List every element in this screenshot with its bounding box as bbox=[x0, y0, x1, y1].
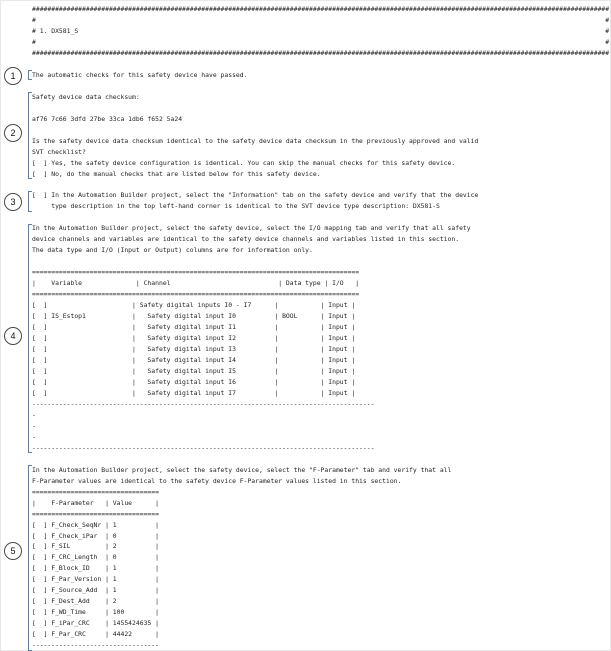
text-line: # # bbox=[32, 37, 610, 46]
text-line: ###################################################################################################################################################### bbox=[32, 5, 610, 13]
text-line: [ ] No, do the manual checks that are listed below for this safety device. bbox=[32, 169, 321, 178]
text-line: ================================= bbox=[32, 509, 159, 518]
text-line: device channels and variables are identical to the safety device channels and variables listed in this section. bbox=[32, 235, 460, 244]
section-3-lines bbox=[32, 190, 609, 212]
text-line: [ ] F_Check_SeqNr | 1 | bbox=[32, 520, 159, 529]
section-4-lines bbox=[32, 223, 609, 453]
section-3-bracket bbox=[28, 191, 32, 212]
text-line: ===================================================================================== bbox=[32, 290, 360, 299]
annotation-circle-4: 4 bbox=[4, 327, 22, 345]
text-line: - bbox=[32, 410, 36, 419]
text-line: F-Parameter values are identical to the safety device F-Parameter values listed in this section. bbox=[32, 476, 402, 485]
document-text bbox=[32, 4, 609, 651]
text-line: [ ] | Safety digital input I5 | | Input | bbox=[32, 366, 356, 375]
text-line: # # bbox=[32, 15, 610, 24]
text-line: In the Automation Builder project, select the safety device, select the "F-Parameter" tab and verify that all bbox=[32, 465, 452, 474]
section-5-lines bbox=[32, 465, 609, 651]
section-1-lines bbox=[32, 70, 609, 81]
annotation-circle-5: 5 bbox=[4, 542, 22, 560]
section-4-bracket bbox=[28, 224, 32, 453]
text-line: - bbox=[32, 432, 36, 441]
text-line: [ ] F_iPar_CRC | 1455424635 | bbox=[32, 619, 159, 628]
header-banner bbox=[32, 4, 609, 59]
text-line: [ ] F_Check_iPar | 0 | bbox=[32, 531, 159, 540]
text-line: [ ] F_Par_Version | 1 | bbox=[32, 575, 159, 584]
text-line: ###################################################################################################################################################### bbox=[32, 48, 610, 57]
text-line: SVT checklist? bbox=[32, 147, 86, 156]
annotation-circle-2: 2 bbox=[4, 124, 22, 142]
text-line: [ ] In the Automation Builder project, select the "Information" tab on the safety device and verify that the device bbox=[32, 191, 479, 200]
blank-line bbox=[32, 59, 609, 70]
text-line: The automatic checks for this safety device have passed. bbox=[32, 70, 248, 79]
text-line bbox=[32, 125, 609, 136]
text-line: [ ] F_Dest_Add | 2 | bbox=[32, 597, 159, 606]
text-line: | Variable | Channel | Data type | I/O | bbox=[32, 279, 360, 288]
text-line bbox=[32, 256, 609, 267]
section-5-bracket bbox=[28, 465, 32, 650]
section-1-passed-note bbox=[32, 70, 609, 81]
text-line: [ ] Yes, the safety device configuration is identical. You can skip the manual checks for this safety device. bbox=[32, 158, 456, 167]
text-line: [ ] | Safety digital input I7 | | Input | bbox=[32, 388, 356, 397]
section-1-bracket bbox=[28, 70, 32, 80]
text-line: [ ] F_CRC_Length | 0 | bbox=[32, 553, 159, 562]
text-line: Safety device data checksum: bbox=[32, 92, 140, 101]
text-line: type description in the top left-hand corner is identical to the SVT device type description: DX581-S bbox=[32, 202, 440, 211]
text-line: [ ] | Safety digital input I1 | | Input | bbox=[32, 323, 356, 332]
annotation-circle-1: 1 bbox=[4, 67, 22, 85]
text-line: ----------------------------------------------------------------------------------------- bbox=[32, 399, 375, 408]
section-2-lines bbox=[32, 92, 609, 180]
text-line: [ ] IS_Estop1 | Safety digital input I0 | BOOL | Input | bbox=[32, 312, 356, 321]
text-line: [ ] | Safety digital input I6 | | Input | bbox=[32, 377, 356, 386]
text-line: [ ] F_WD_Time | 100 | bbox=[32, 608, 159, 617]
section-2-checksum-question bbox=[32, 92, 609, 180]
text-line: ================================= bbox=[32, 487, 159, 496]
text-line: Is the safety device data checksum identical to the safety device data checksum in the previously approved and valid bbox=[32, 136, 479, 145]
blank-line bbox=[32, 81, 609, 92]
text-line: [ ] F_SIL | 2 | bbox=[32, 542, 159, 551]
text-line: [ ] F_Source_Add | 1 | bbox=[32, 586, 159, 595]
text-line: | F-Parameter | Value | bbox=[32, 498, 159, 507]
text-line bbox=[32, 103, 609, 114]
text-line: ----------------------------------------------------------------------------------------- bbox=[32, 443, 375, 452]
blank-line bbox=[32, 180, 609, 191]
text-line: [ ] | Safety digital input I4 | | Input | bbox=[32, 356, 356, 364]
text-line: [ ] F_Block_ID | 1 | bbox=[32, 564, 159, 573]
section-4-io-mapping-check bbox=[32, 223, 609, 453]
text-line: [ ] | Safety digital input I3 | | Input | bbox=[32, 345, 356, 354]
text-line: ===================================================================================== bbox=[32, 268, 360, 277]
blank-line bbox=[32, 454, 609, 465]
blank-line bbox=[32, 212, 609, 223]
section-2-bracket bbox=[28, 92, 32, 179]
text-line: - bbox=[32, 421, 36, 430]
text-line: af76 7c66 3dfd 27be 33ca 1db6 f652 5a24 bbox=[32, 114, 183, 123]
text-line: The data type and I/O (Input or Output) columns are for information only. bbox=[32, 246, 313, 255]
text-line: [ ] | Safety digital inputs I0 - I7 | | Input | bbox=[32, 301, 356, 310]
section-5-f-parameter-check bbox=[32, 465, 609, 651]
text-line: In the Automation Builder project, select the safety device, select the I/O mapping tab and verify that all safety bbox=[32, 224, 471, 233]
section-3-device-type-check bbox=[32, 190, 609, 212]
text-line: --------------------------------- bbox=[32, 641, 159, 650]
text-line: [ ] F_Par_CRC | 44422 | bbox=[32, 630, 159, 639]
text-line: # 1. DX581_S # bbox=[32, 26, 610, 35]
text-line: [ ] | Safety digital input I2 | | Input | bbox=[32, 334, 356, 343]
annotation-circle-3: 3 bbox=[4, 193, 22, 211]
